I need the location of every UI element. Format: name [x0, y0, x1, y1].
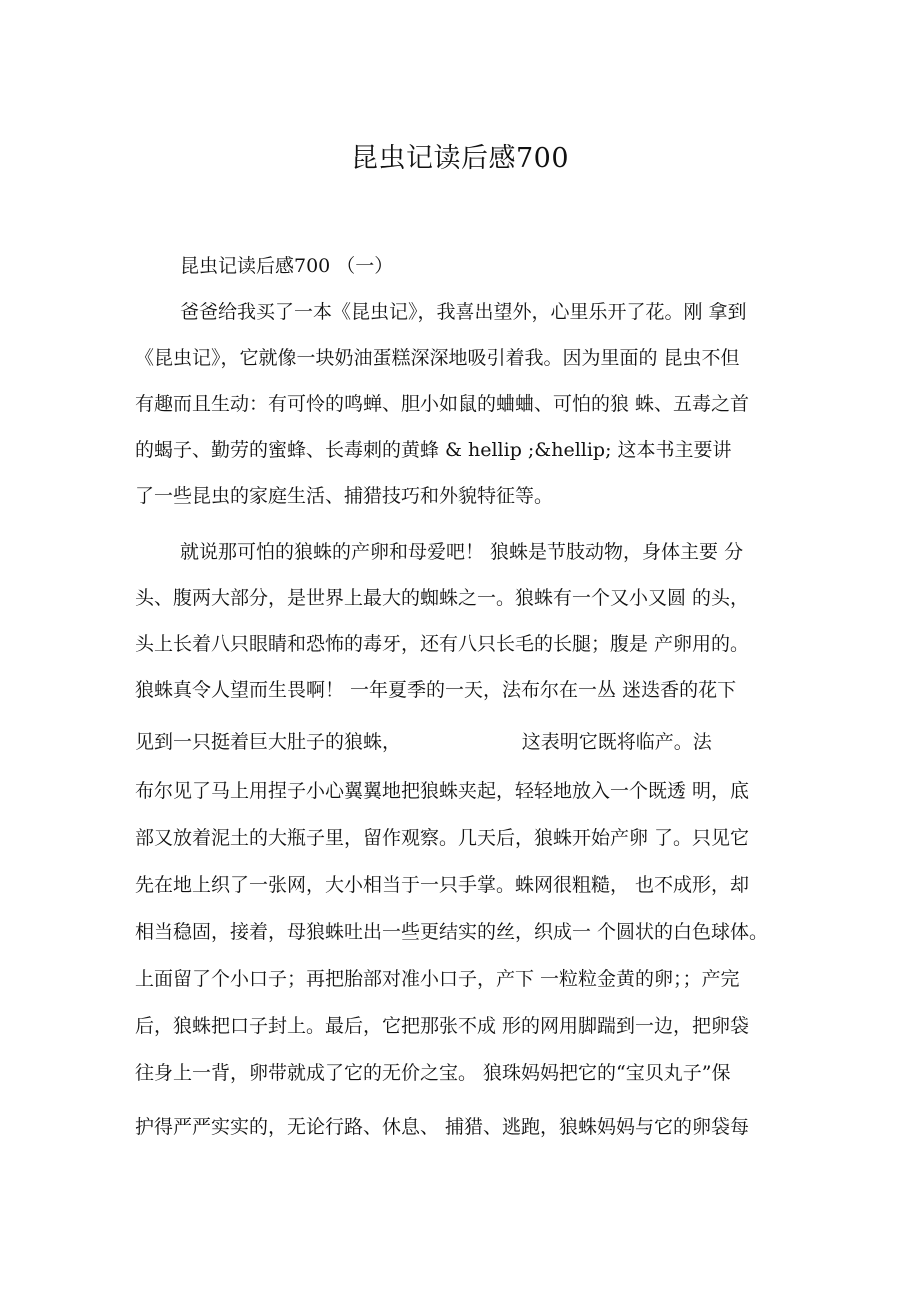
body-line: 了一些昆虫的家庭生活、捕猎技巧和外貌特征等。 [135, 485, 554, 507]
body-line: 见到一只挺着巨大肚子的狼蛛， 这表明它既将临产。法 [135, 731, 712, 753]
section-heading: 昆虫记读后感700 （一） [180, 255, 394, 277]
body-line: 的蝎子、勤劳的蜜蜂、长毒刺的黄蜂 & hellip ;&hellip; 这本书主要讲 [135, 439, 732, 461]
body-line: 布尔见了马上用捏子小心翼翼地把狼蛛夹起，轻轻地放入一个既透 明，底 [135, 780, 750, 802]
body-line: 狼蛛真令人望而生畏啊！ 一年夏季的一天，法布尔在一丛 迷迭香的花下 [135, 679, 737, 701]
body-line: 相当稳固，接着，母狼蛛吐出一些更结实的丝，织成一 个圆状的白色球体。 [135, 921, 769, 943]
body-line: 《昆虫记》，它就像一块奶油蛋糕深深地吸引着我。因为里面的 昆虫不但 [135, 347, 740, 369]
body-line: 后，狼蛛把口子封上。最后，它把那张不成 形的网用脚踹到一边，把卵袋 [135, 1015, 750, 1037]
body-line: 往身上一背，卵带就成了它的无价之宝。 狼珠妈妈把它的“宝贝丸子”保 [135, 1062, 731, 1084]
body-line: 就说那可怕的狼蛛的产卵和母爱吧！ 狼蛛是节肢动物，身体主要 分 [180, 541, 744, 563]
body-line: 护得严严实实的，无论行路、休息、 捕猎、逃跑，狼蛛妈妈与它的卵袋每 [135, 1116, 750, 1138]
body-line: 头、腹两大部分，是世界上最大的蜘蛛之一。狼蛛有一个又小又圆 的头， [135, 587, 750, 609]
body-line: 先在地上织了一张网，大小相当于一只手掌。蛛网很粗糙， 也不成形，却 [135, 874, 750, 896]
body-line: 上面留了个小口子；再把胎部对准小口子，产下 一粒粒金黄的卵；；产完 [135, 968, 740, 990]
document-title: 昆虫记读后感700 [350, 143, 570, 174]
body-line: 有趣而且生动：有可怜的鸣蝉、胆小如鼠的蛐蛐、可怕的狼 蛛、五毒之首 [135, 393, 750, 415]
body-line: 头上长着八只眼睛和恐怖的毒牙，还有八只长毛的长腿；腹是 产卵用的。 [135, 633, 750, 655]
body-line: 部又放着泥土的大瓶子里，留作观察。几天后，狼蛛开始产卵 了。只见它 [135, 827, 750, 849]
body-line: 爸爸给我买了一本《昆虫记》，我喜出望外，心里乐开了花。刚 拿到 [180, 301, 747, 323]
